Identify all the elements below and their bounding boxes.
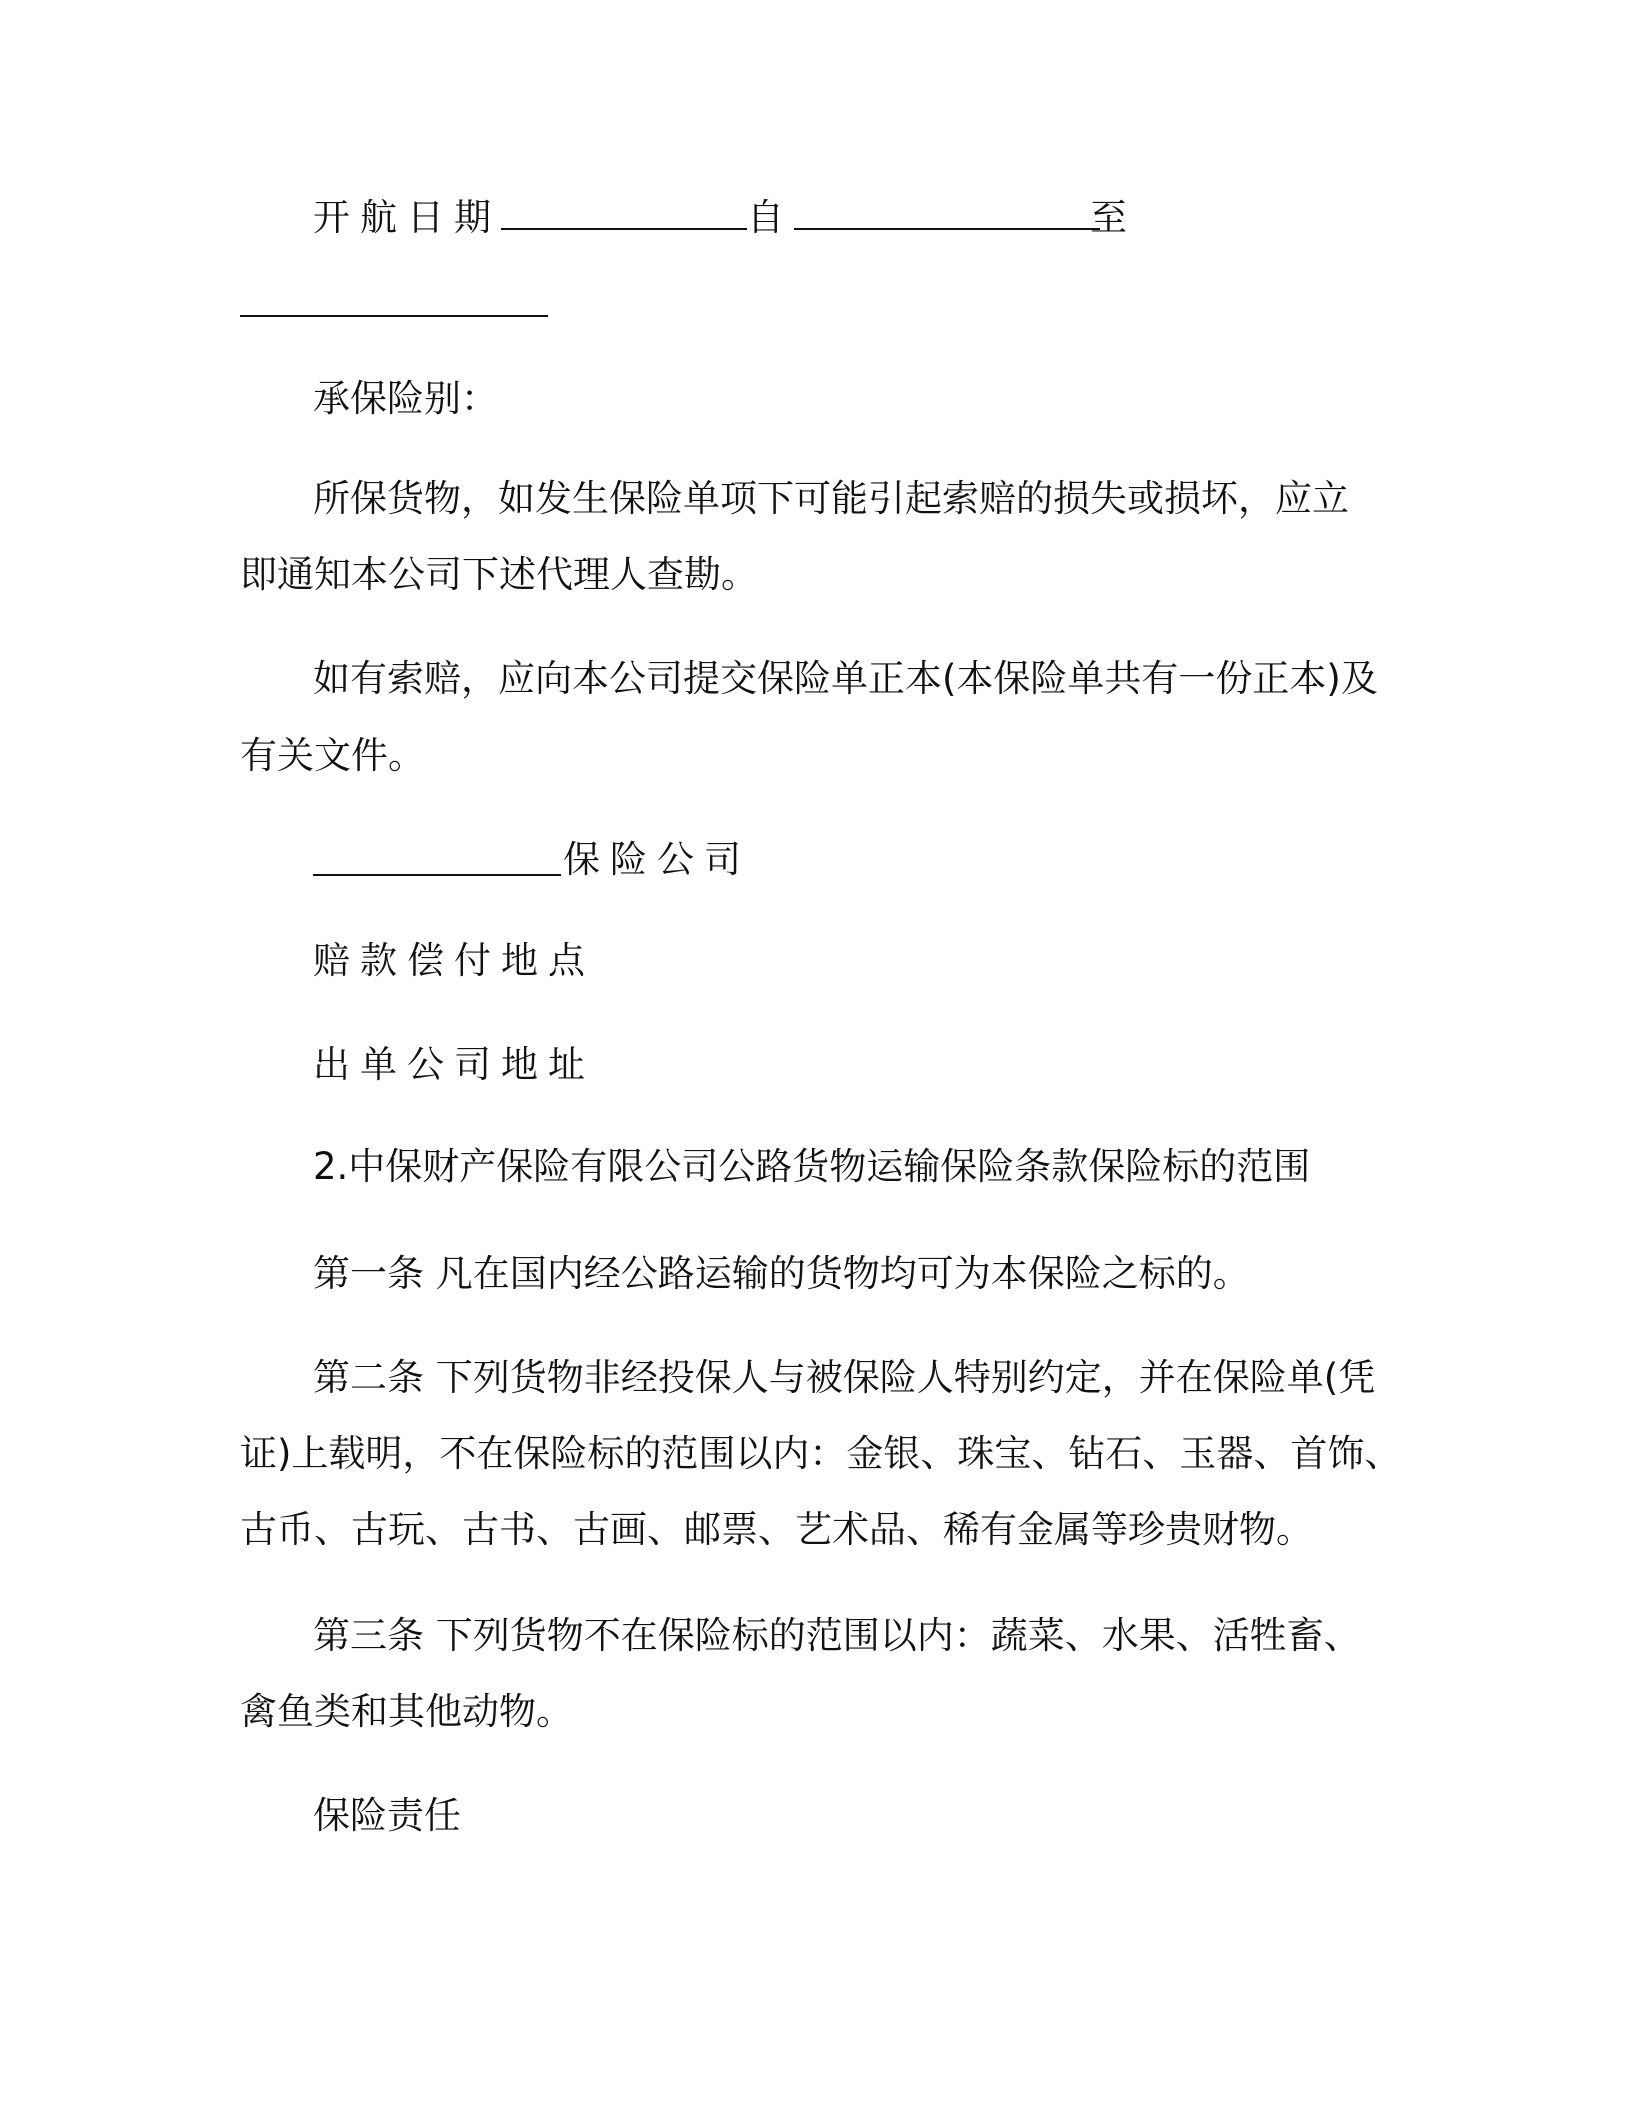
insurer-blank[interactable]	[313, 848, 561, 876]
liability-heading: 保险责任	[313, 1794, 461, 1837]
article-1: 第一条 凡在国内经公路运输的货物均可为本保险之标的。	[313, 1252, 1250, 1295]
payment-place-label: 赔款偿付地点	[313, 939, 595, 982]
voyage-from-blank[interactable]	[794, 198, 1100, 230]
voyage-date-blank[interactable]	[501, 198, 747, 230]
article-3-line-2: 禽鱼类和其他动物。	[240, 1690, 573, 1733]
voyage-date-label: 开航日期	[313, 196, 501, 239]
claim-notice-line-2: 即通知本公司下述代理人查勘。	[240, 553, 758, 596]
coverage-label: 承保险别：	[313, 377, 498, 420]
voyage-from-label: 自	[747, 196, 794, 239]
insurer-label: 保险公司	[563, 838, 751, 881]
article-2-line-1: 第二条 下列货物非经投保人与被保险人特别约定，并在保险单(凭	[313, 1356, 1376, 1399]
issuer-address-label: 出单公司地址	[313, 1043, 595, 1086]
claim-docs-line-2: 有关文件。	[240, 734, 425, 777]
claim-notice-line-1: 所保货物，如发生保险单项下可能引起索赔的损失或损坏，应立	[313, 477, 1349, 520]
article-2-line-3: 古币、古玩、古书、古画、邮票、艺术品、稀有金属等珍贵财物。	[240, 1508, 1313, 1551]
voyage-date-line	[313, 194, 1100, 242]
article-2-line-2: 证)上载明，不在保险标的范围以内：金银、珠宝、钻石、玉器、首饰、	[240, 1432, 1402, 1475]
claim-docs-line-1: 如有索赔，应向本公司提交保险单正本(本保险单共有一份正本)及	[313, 657, 1378, 700]
voyage-to-label: 至	[1090, 196, 1127, 239]
article-3-line-1: 第三条 下列货物不在保险标的范围以内：蔬菜、水果、活牲畜、	[313, 1614, 1361, 1657]
section-title: 2.中保财产保险有限公司公路货物运输保险条款保险标的范围	[313, 1145, 1311, 1188]
voyage-to-blank[interactable]	[240, 289, 548, 317]
